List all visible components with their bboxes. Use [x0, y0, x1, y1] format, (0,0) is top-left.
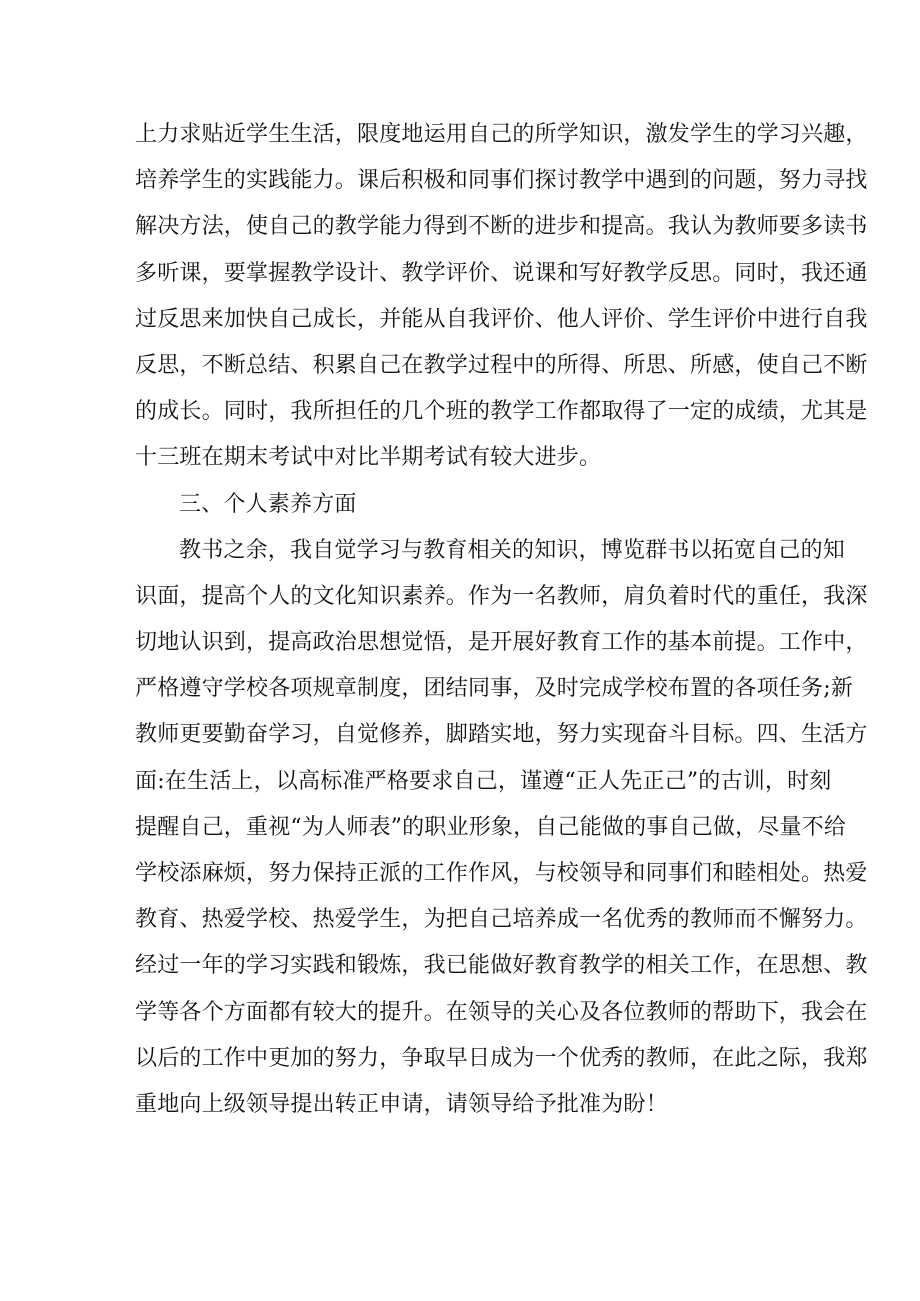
text-line: 教育、热爱学校、热爱学生，为把自己培养成一名优秀的教师而不懈努力。: [135, 907, 868, 933]
text-line: 以后的工作中更加的努力，争取早日成为一个优秀的教师，在此之际，我郑: [135, 1045, 868, 1071]
text-line: 提醒自己，重视“为人师表”的职业形象，自己能做的事自己做，尽量不给: [135, 814, 847, 840]
text-line: 反思，不断总结、积累自己在教学过程中的所得、所思、所感，使自己不断: [135, 352, 868, 378]
text-line: 识面，提高个人的文化知识素养。作为一名教师，肩负着时代的重任，我深: [135, 583, 868, 609]
text-line: 切地认识到，提高政治思想觉悟，是开展好教育工作的基本前提。工作中，: [135, 630, 868, 656]
section-heading: 三、个人素养方面: [179, 491, 357, 517]
text-line: 教书之余，我自觉学习与教育相关的知识，博览群书以拓宽自己的知: [179, 537, 846, 563]
text-line: 学等各个方面都有较大的提升。在领导的关心及各位教师的帮助下，我会在: [135, 999, 868, 1025]
text-line: 重地向上级领导提出转正申请，请领导给予批准为盼！: [135, 1091, 668, 1117]
text-line: 教师更要勤奋学习，自觉修养，脚踏实地，努力实现奋斗目标。四、生活方: [135, 722, 868, 748]
paragraph-personal-quality: [135, 528, 868, 1128]
paragraph-teaching: [135, 112, 868, 482]
document-body: [135, 112, 868, 1128]
text-line: 解决方法，使自己的教学能力得到不断的进步和提高。我认为教师要多读书: [135, 214, 868, 240]
text-line: 培养学生的实践能力。课后积极和同事们探讨教学中遇到的问题，努力寻找: [135, 168, 868, 194]
text-line: 过反思来加快自己成长，并能从自我评价、他人评价、学生评价中进行自我: [135, 306, 868, 332]
text-line: 面:在生活上，以高标准严格要求自己，谨遵“正人先正己”的古训，时刻: [135, 768, 832, 794]
text-line: 多听课，要掌握教学设计、教学评价、说课和写好教学反思。同时，我还通: [135, 260, 868, 286]
text-line: 学校添麻烦，努力保持正派的工作作风，与校领导和同事们和睦相处。热爱: [135, 861, 868, 886]
text-line: 严格遵守学校各项规章制度，团结同事，及时完成学校布置的各项任务;新: [135, 676, 854, 702]
text-line: 十三班在期末考试中对比半期考试有较大进步。: [135, 445, 602, 471]
text-line: 经过一年的学习实践和锻炼，我已能做好教育教学的相关工作，在思想、教: [135, 953, 868, 979]
text-line: 上力求贴近学生生活，限度地运用自己的所学知识，激发学生的学习兴趣，: [135, 122, 868, 147]
text-line: 的成长。同时，我所担任的几个班的教学工作都取得了一定的成绩，尤其是: [135, 399, 868, 425]
